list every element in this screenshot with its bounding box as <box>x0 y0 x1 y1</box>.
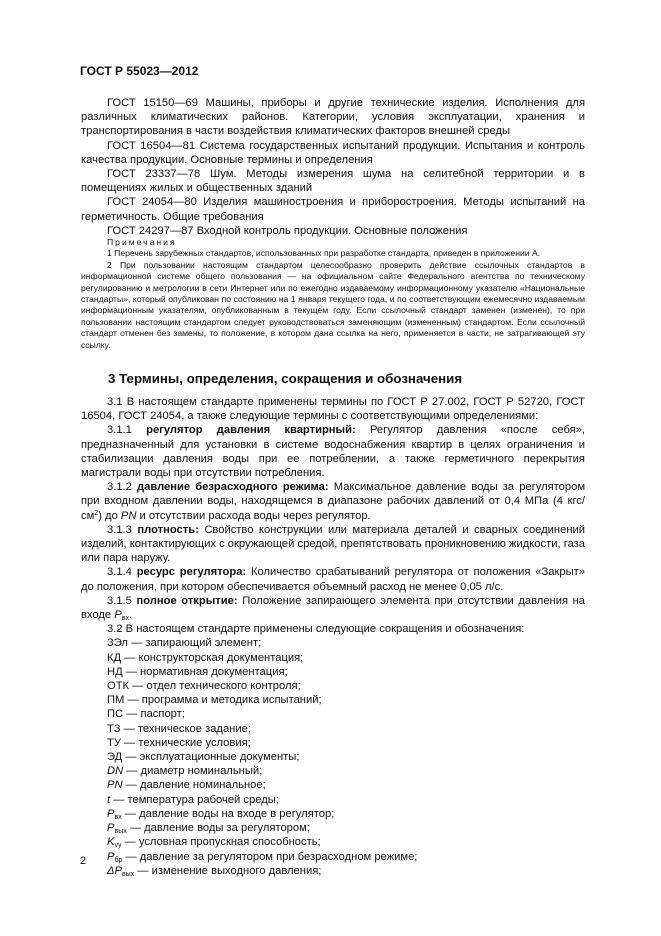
abbrev-symbol: ТУ <box>107 736 121 749</box>
list-item <box>81 679 585 693</box>
abbrev-text: — программа и методика испытаний; <box>124 694 322 707</box>
term-title: давление безрасходного режима: <box>137 481 329 494</box>
symbol-text: — давление воды на входе в регулятор; <box>121 807 335 820</box>
term-number: 3.1.5 <box>107 594 132 607</box>
reference-item: ГОСТ 24297—87 Входной контроль продукции. Основные положения <box>107 224 468 237</box>
abbrev-text: — отдел технического контроля; <box>129 680 301 693</box>
term-3-1-2 <box>81 480 585 523</box>
term-number: 3.1.1 <box>107 424 132 437</box>
notes-title: Примечания <box>107 237 177 247</box>
list-item <box>81 693 585 707</box>
list-item <box>81 807 585 821</box>
section-heading: 3 Термины, определения, сокращения и обозначения <box>108 371 463 386</box>
symbol-text: — давление за регулятором при безрасходном режиме; <box>122 850 418 863</box>
abbrev-text: — эксплуатационные документы; <box>122 751 300 764</box>
term-3-1-5 <box>81 594 585 622</box>
symbol-text: — давление номинальное; <box>122 779 266 792</box>
term-number: 3.1.3 <box>107 523 132 536</box>
symbol-text: — температура рабочей среды; <box>110 793 279 806</box>
abbrev-symbol: ОТК <box>107 680 130 693</box>
abbrev-symbol: ТЗ <box>107 722 121 735</box>
term-title: полное открытие: <box>136 594 238 607</box>
subscript: вых <box>121 870 135 878</box>
note-item: 1 Перечень зарубежных стандартов, использованных при разработке стандарта, приведен в приложении А. <box>107 248 541 259</box>
term-definition: Регулятор давления «после себя», предназначенный для установки в системе водоснабжения квартир в целях ограничения и стабилизации давления воды при ее потреблении, а также герметичного перекрытия магистрали воды при отсутствии потребления. <box>81 424 585 480</box>
abbrev-text: — конструкторская документация; <box>121 651 304 664</box>
symbol-text: — давление воды за регулятором; <box>126 822 310 835</box>
symbol: ΔP <box>107 864 122 877</box>
list-item <box>81 651 585 665</box>
term-number: 3.1.2 <box>107 481 132 494</box>
subscript: вх <box>121 615 129 623</box>
list-item <box>81 821 585 835</box>
symbol: P <box>107 850 115 863</box>
abbrev-symbol: ПС <box>107 708 124 721</box>
term-3-1-4 <box>81 565 585 593</box>
superscript: 2 <box>94 509 99 517</box>
list-item <box>81 778 585 792</box>
references-list <box>81 96 585 238</box>
symbol-text: — диаметр номинальный; <box>123 765 263 778</box>
term-title: ресурс регулятора: <box>136 566 247 579</box>
abbrev-text: — запирающий элемент; <box>127 637 262 650</box>
list-item <box>81 722 585 736</box>
term-definition-end: и отсутствии расхода воды через регулятор. <box>136 509 371 522</box>
symbol-text: — изменение выходного давления; <box>134 864 322 877</box>
abbrev-text: — техническое задание; <box>120 722 251 735</box>
term-definition: Максимальное давление воды за регулятором при входном давлении воды, находящемся в диапазоне рабочих давлений от 0,4 МПа (4 кгс/см <box>81 481 586 522</box>
section-3-body <box>81 395 585 878</box>
symbol: K <box>107 836 115 849</box>
abbrev-symbol: ПМ <box>107 694 125 707</box>
list-item <box>81 707 585 721</box>
notes-block <box>81 237 585 351</box>
term-definition: Положение запирающего элемента при отсутствии давления на входе <box>81 594 586 622</box>
list-item <box>81 750 585 764</box>
symbol: PN <box>107 779 123 792</box>
document-header: ГОСТ Р 55023—2012 <box>80 64 199 78</box>
symbol-text: — условная пропускная способность; <box>121 836 321 849</box>
symbol: P <box>107 807 115 820</box>
list-item <box>81 835 585 849</box>
abbrev-text: — паспорт; <box>123 708 185 721</box>
list-item <box>81 665 585 679</box>
term-definition: Количество срабатываний регулятора от положения «Закрыт» до положения, при котором обеспечивается объемный расход не менее 0,05 л/с. <box>81 566 585 593</box>
abbrev-symbol: НД <box>107 665 123 678</box>
term-title: плотность: <box>137 523 199 536</box>
subscript: бр <box>114 856 123 864</box>
term-definition-end: . <box>128 609 133 622</box>
list-item <box>81 636 585 650</box>
symbol: P <box>107 822 115 835</box>
term-3-1-3 <box>81 523 585 566</box>
term-title: регулятор давления квартирный: <box>146 424 356 437</box>
abbrev-symbol: ЭД <box>107 751 123 764</box>
term-number: 3.1.4 <box>107 566 132 579</box>
symbol-pn: PN <box>120 509 137 522</box>
list-item <box>81 864 585 878</box>
abbrev-symbol: КД <box>107 651 122 664</box>
symbol: DN <box>107 765 124 778</box>
list-item <box>81 850 585 864</box>
reference-item: ГОСТ 15150—69 Машины, приборы и другие технические изделия. Исполнения для различных климатических районов. Категории, условия эксплуатации, хранения и транспортирования в части воздействия климатических факторов внешней среды <box>81 97 585 138</box>
list-item <box>81 764 585 778</box>
abbreviation-list <box>81 636 585 877</box>
subscript: vy <box>114 842 122 850</box>
paragraph-3-1: 3.1 В настоящем стандарте применены термины по ГОСТ Р 27.002, ГОСТ Р 52720, ГОСТ 16504, ГОСТ 24054, а также следующие термины с соответствующими определениями: <box>81 396 585 423</box>
reference-item: ГОСТ 24054—80 Изделия машиностроения и приборостроения. Методы испытаний на герметичность. Общие требования <box>81 196 585 223</box>
abbrev-text: — нормативная документация; <box>122 665 288 678</box>
symbol-p: P <box>114 609 122 622</box>
term-definition-mid: ) до <box>98 509 121 522</box>
reference-item: ГОСТ 16504—81 Система государственных испытаний продукции. Испытания и контроль качества продукции. Основные термины и определения <box>81 139 585 166</box>
subscript: вх <box>114 813 122 821</box>
term-3-1-1 <box>81 423 585 480</box>
page-number: 2 <box>80 855 87 867</box>
abbrev-text: — технические условия; <box>120 736 251 749</box>
reference-item: ГОСТ 23337—78 Шум. Методы измерения шума на селитебной территории и в помещениях жилых и общественных зданий <box>81 168 585 195</box>
subscript: вых <box>114 828 127 836</box>
list-item <box>81 736 585 750</box>
abbrev-symbol: ЗЭл <box>107 637 128 650</box>
note-item: 2 При пользовании настоящим стандартом целесообразно проверить действие ссылочных стандартов в информационной системе общего пользования — на официальном сайте Федерального агентства по техническому регулированию и метрологии в сети Интернет или по ежегодно издаваемому информационному указателю «Национальные стандарты», который опубликован по состоянию на 1 января текущего года, и по соответствующим ежемесячно издаваемым информационным указателям, опубликованным в текущем году. Если ссылочный стандарт заменен (изменен), то при пользовании настоящим стандартом следует руководствоваться заменяющим (измененным) стандартом. Если ссылочный стандарт отменен без замены, то положение, в котором дана ссылка на него, применяется в части, не затрагивающей эту ссылку. <box>81 259 585 350</box>
paragraph-3-2: 3.2 В настоящем стандарте применены следующие сокращения и обозначения: <box>107 623 525 636</box>
symbol: t <box>107 793 111 806</box>
term-definition: Свойство конструкции или материала деталей и сварных соединений изделий, контактирующих с окружающей средой, препятствовать проникновению жидкости, газа или пара наружу. <box>81 523 585 565</box>
list-item <box>81 793 585 807</box>
